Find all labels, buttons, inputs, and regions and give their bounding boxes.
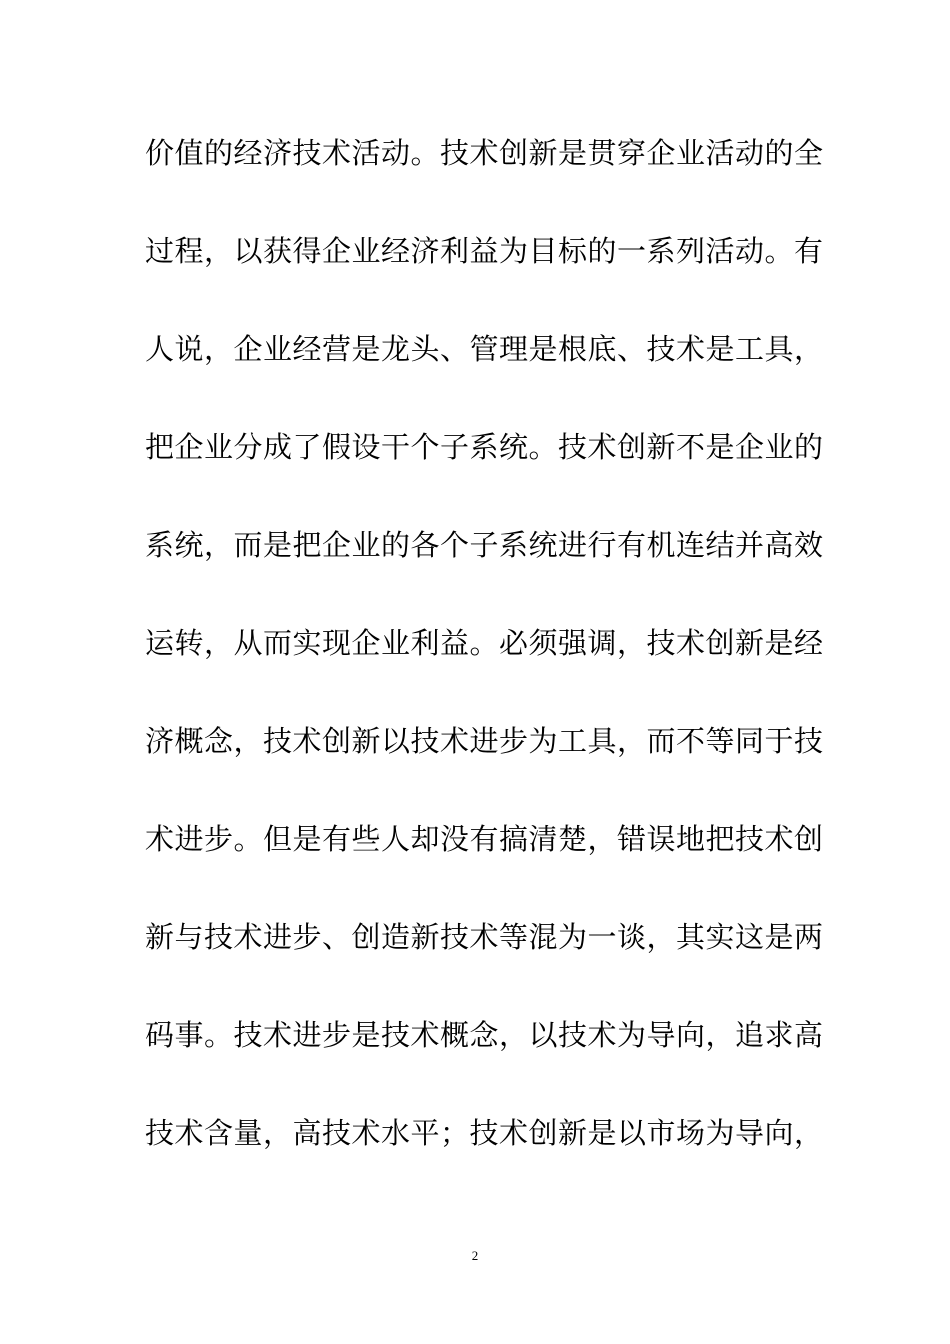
text-line: 系统，而是把企业的各个子系统进行有机连结并高效 xyxy=(145,528,824,562)
text-line: 人说，企业经营是龙头、管理是根底、技术是工具， xyxy=(145,332,824,366)
text-line: 运转，从而实现企业利益。必须强调，技术创新是经 xyxy=(145,626,824,660)
text-line: 济概念，技术创新以技术进步为工具，而不等同于技 xyxy=(145,724,824,758)
text-line: 把企业分成了假设干个子系统。技术创新不是企业的 xyxy=(145,430,824,464)
text-line: 码事。技术进步是技术概念，以技术为导向，追求高 xyxy=(145,1018,824,1052)
text-line: 技术含量，高技术水平；技术创新是以市场为导向， xyxy=(145,1116,824,1150)
text-line: 价值的经济技术活动。技术创新是贯穿企业活动的全 xyxy=(145,136,824,170)
page-number: 2 xyxy=(471,1248,479,1263)
text-line: 过程，以获得企业经济利益为目标的一系列活动。有 xyxy=(145,234,824,268)
body-text xyxy=(145,128,824,1206)
text-line: 新与技术进步、创造新技术等混为一谈，其实这是两 xyxy=(145,920,824,954)
text-line: 术进步。但是有些人却没有搞清楚，错误地把技术创 xyxy=(145,822,824,856)
